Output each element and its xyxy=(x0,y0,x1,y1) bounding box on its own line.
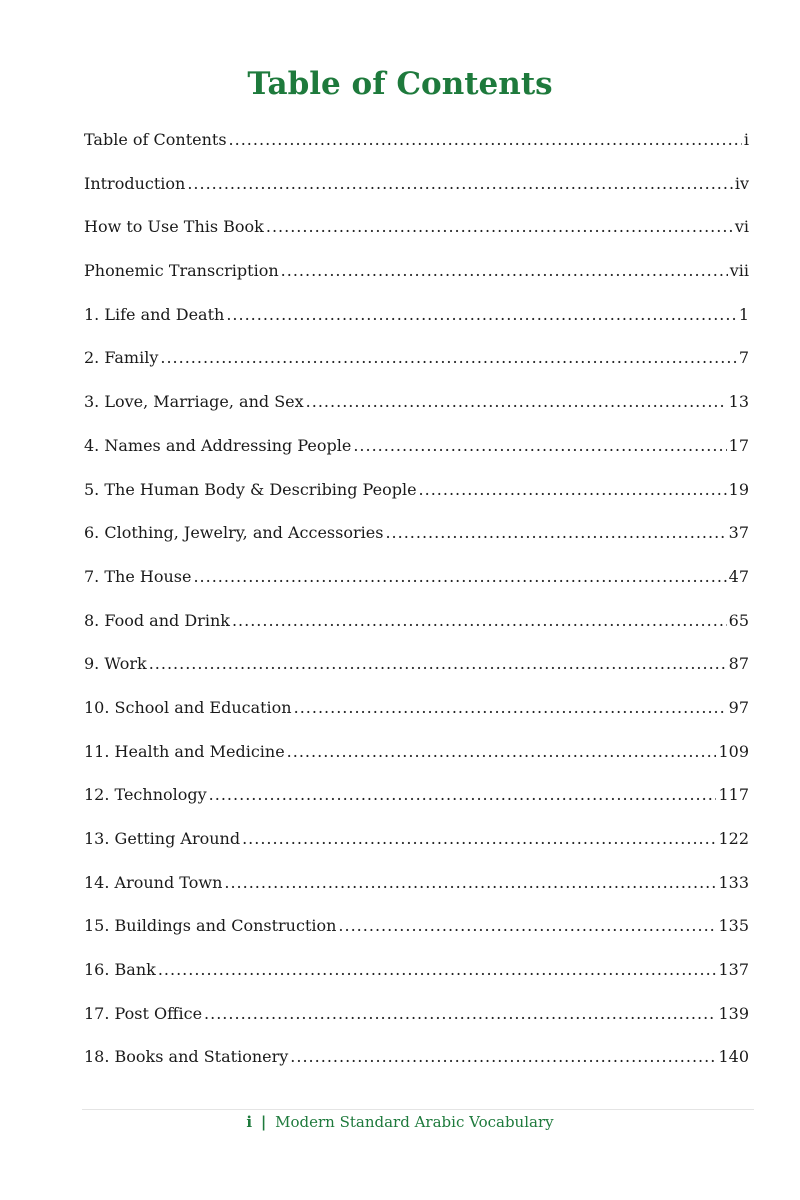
footer-book-title: Modern Standard Arabic Vocabulary xyxy=(275,1113,554,1131)
toc-entry-label: 4. Names and Addressing People xyxy=(84,435,352,455)
toc-dot-leader xyxy=(209,773,717,817)
toc-entry-label: Phonemic Transcription xyxy=(84,261,279,281)
toc-entry[interactable] xyxy=(84,293,749,337)
toc-entry-page-number: 140 xyxy=(718,1047,749,1067)
toc-entry-page-number: 97 xyxy=(728,697,749,717)
toc-dot-leader xyxy=(338,904,716,948)
toc-dot-leader xyxy=(232,599,727,643)
toc-entry[interactable] xyxy=(84,817,749,861)
toc-dot-leader xyxy=(226,293,737,337)
page-footer xyxy=(0,1113,800,1131)
toc-entry-label: 7. The House xyxy=(84,566,192,586)
toc-dot-leader xyxy=(242,817,716,861)
toc-entry-label: 1. Life and Death xyxy=(84,304,225,324)
toc-entry-page-number: 133 xyxy=(718,872,749,892)
toc-entry-label: How to Use This Book xyxy=(84,217,264,237)
toc-entry[interactable] xyxy=(84,992,749,1036)
toc-dot-leader xyxy=(187,162,733,206)
toc-entry-page-number: 47 xyxy=(728,566,749,586)
toc-entry[interactable] xyxy=(84,773,749,817)
toc-entry[interactable] xyxy=(84,904,749,948)
toc-entry[interactable] xyxy=(84,205,749,249)
toc-entry[interactable] xyxy=(84,424,749,468)
toc-entry-page-number: 122 xyxy=(718,829,749,848)
toc-entry-page-number: i xyxy=(743,130,749,149)
toc-entry-page-number: 19 xyxy=(728,479,749,499)
toc-entry-page-number: 135 xyxy=(718,916,749,936)
toc-dot-leader xyxy=(224,861,716,905)
toc-dot-leader xyxy=(306,380,727,424)
toc-dot-leader xyxy=(294,686,727,730)
toc-entry[interactable] xyxy=(84,686,749,730)
toc-entry[interactable] xyxy=(84,380,749,424)
toc-entry-label: 15. Buildings and Construction xyxy=(84,916,337,936)
toc-entry-label: 14. Around Town xyxy=(84,872,223,892)
toc-entry-page-number: iv xyxy=(734,173,749,193)
toc-entry[interactable] xyxy=(84,599,749,643)
toc-entry-label: 12. Technology xyxy=(84,785,207,805)
toc-entry-label: 16. Bank xyxy=(84,960,156,980)
toc-dot-leader xyxy=(419,468,727,512)
toc-list xyxy=(84,118,749,1079)
toc-entry-label: Introduction xyxy=(84,173,186,193)
toc-entry-label: 9. Work xyxy=(84,654,147,674)
toc-dot-leader xyxy=(287,730,717,774)
toc-dot-leader xyxy=(193,555,726,599)
toc-dot-leader xyxy=(290,1035,716,1079)
toc-entry-page-number: 7 xyxy=(738,348,749,368)
toc-entry[interactable] xyxy=(84,336,749,380)
toc-entry-label: 6. Clothing, Jewelry, and Accessories xyxy=(84,523,384,543)
toc-entry[interactable] xyxy=(84,249,749,293)
toc-entry-label: 13. Getting Around xyxy=(84,829,241,848)
toc-dot-leader xyxy=(353,424,726,468)
toc-entry-page-number: vii xyxy=(729,261,749,281)
toc-entry-page-number: 109 xyxy=(718,741,749,761)
toc-dot-leader xyxy=(204,992,716,1036)
toc-entry-page-number: 1 xyxy=(738,304,749,324)
toc-entry-page-number: 139 xyxy=(718,1003,749,1023)
footer-page-number: i xyxy=(246,1113,253,1131)
toc-entry[interactable] xyxy=(84,555,749,599)
toc-entry-label: 3. Love, Marriage, and Sex xyxy=(84,392,304,412)
toc-entry-label: 2. Family xyxy=(84,348,159,368)
toc-entry-page-number: 137 xyxy=(718,960,749,980)
toc-dot-leader xyxy=(160,336,736,380)
toc-entry-label: 11. Health and Medicine xyxy=(84,741,285,761)
toc-dot-leader xyxy=(281,249,728,293)
toc-entry-label: 5. The Human Body & Describing People xyxy=(84,479,417,499)
toc-dot-leader xyxy=(229,118,742,162)
toc-entry[interactable] xyxy=(84,642,749,686)
toc-entry-label: 18. Books and Stationery xyxy=(84,1047,289,1067)
footer-separator: | xyxy=(260,1113,267,1131)
toc-entry-page-number: 117 xyxy=(718,785,749,805)
toc-entry-page-number: 17 xyxy=(728,435,749,455)
toc-entry[interactable] xyxy=(84,118,749,162)
toc-entry-page-number: vi xyxy=(734,217,749,237)
toc-entry-page-number: 37 xyxy=(728,523,749,543)
toc-entry[interactable] xyxy=(84,1035,749,1079)
toc-dot-leader xyxy=(149,642,727,686)
toc-entry[interactable] xyxy=(84,730,749,774)
toc-entry-label: 17. Post Office xyxy=(84,1003,203,1023)
footer-divider xyxy=(82,1109,754,1110)
toc-dot-leader xyxy=(158,948,717,992)
toc-entry-page-number: 65 xyxy=(728,610,749,630)
toc-entry[interactable] xyxy=(84,511,749,555)
toc-entry[interactable] xyxy=(84,468,749,512)
toc-entry-page-number: 87 xyxy=(728,654,749,674)
toc-entry[interactable] xyxy=(84,162,749,206)
toc-dot-leader xyxy=(266,205,733,249)
toc-entry[interactable] xyxy=(84,861,749,905)
page-title: Table of Contents xyxy=(247,66,553,102)
toc-entry-label: 10. School and Education xyxy=(84,697,292,717)
toc-dot-leader xyxy=(385,511,726,555)
toc-entry-label: 8. Food and Drink xyxy=(84,610,230,630)
toc-entry-page-number: 13 xyxy=(728,392,749,412)
toc-entry-label: Table of Contents xyxy=(84,130,227,149)
toc-entry[interactable] xyxy=(84,948,749,992)
